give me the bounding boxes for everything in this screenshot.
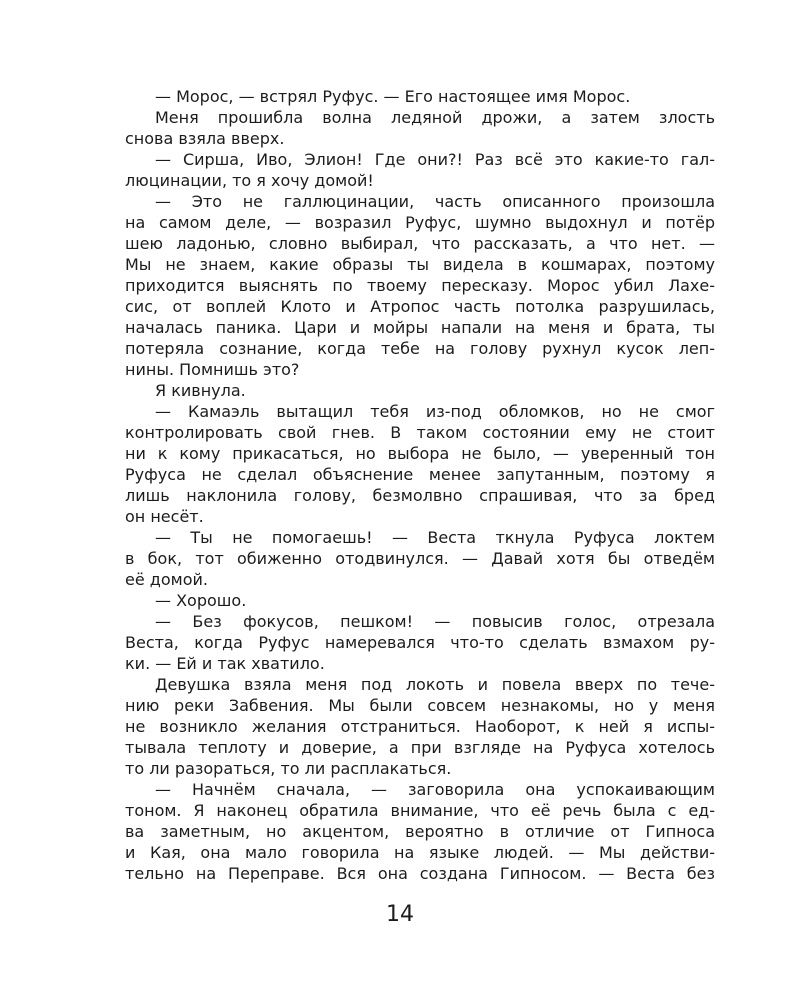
text-line: и Кая, она мало говорила на языке людей. — Мы действи- <box>125 843 715 862</box>
text-line: Мы не знаем, какие образы ты видела в кошмарах, поэтому <box>125 255 715 274</box>
text-line: ни к кому прикасаться, но выбора не было, — уверенный тон <box>125 444 715 463</box>
text-line: — Начнём сначала, — заговорила она успокаивающим <box>155 780 715 799</box>
text-line: не возникло желания отстраниться. Наоборот, к ней я испы- <box>125 717 715 736</box>
text-line: тельно на Переправе. Вся она создана Гипносом. — Веста без <box>125 864 715 883</box>
text-line: нию реки Забвения. Мы были совсем незнакомы, но у меня <box>125 696 715 715</box>
text-line: приходится выяснять по твоему пересказу. Морос убил Лахе- <box>125 276 715 295</box>
text-line: снова взяла вверх. <box>125 129 285 148</box>
text-line: тывала теплоту и доверие, а при взгляде на Руфуса хотелось <box>125 738 715 757</box>
text-line: люцинации, то я хочу домой! <box>125 171 374 190</box>
text-line: — Ты не помогаешь! — Веста ткнула Руфуса локтем <box>155 528 715 547</box>
text-line: тоном. Я наконец обратила внимание, что её речь была с ед- <box>125 801 715 820</box>
text-line: Веста, когда Руфус намеревался что-то сделать взмахом ру- <box>125 633 715 652</box>
text-line: ва заметным, но акцентом, вероятно в отличие от Гипноса <box>125 822 715 841</box>
text-line: её домой. <box>125 570 208 589</box>
text-line: — Это не галлюцинации, часть описанного произошла <box>155 192 715 211</box>
text-line: началась паника. Цари и мойры напали на меня и брата, ты <box>125 318 715 337</box>
text-line: нины. Помнишь это? <box>125 360 300 379</box>
text-line: Меня прошибла волна ледяной дрожи, а затем злость <box>155 108 715 127</box>
text-line: Девушка взяла меня под локоть и повела вверх по тече- <box>155 675 715 694</box>
text-line: — Сирша, Иво, Элион! Где они?! Раз всё это какие-то гал- <box>155 150 715 169</box>
text-line: — Без фокусов, пешком! — повысив голос, отрезала <box>155 612 715 631</box>
text-line: то ли разораться, то ли расплакаться. <box>125 759 452 778</box>
text-line: Руфуса не сделал объяснение менее запутанным, поэтому я <box>125 465 715 484</box>
body-text <box>125 86 715 884</box>
text-line: контролировать свой гнев. В таком состоянии ему не стоит <box>125 423 715 442</box>
text-line: в бок, тот обиженно отодвинулся. — Давай хотя бы отведём <box>125 549 715 568</box>
text-line: — Морос, — встрял Руфус. — Его настоящее имя Морос. <box>155 87 631 106</box>
text-line: лишь наклонила голову, безмолвно спрашивая, что за бред <box>125 486 715 505</box>
text-line: Я кивнула. <box>155 381 246 400</box>
page-number: 14 <box>386 902 414 927</box>
text-line: он несёт. <box>125 507 204 526</box>
text-line: на самом деле, — возразил Руфус, шумно выдохнул и потёр <box>125 213 715 232</box>
text-line: шею ладонью, словно выбирал, что рассказать, а что нет. — <box>125 234 715 253</box>
text-line: сис, от воплей Клото и Атропос часть потолка разрушилась, <box>125 297 715 316</box>
text-line: — Камаэль вытащил тебя из-под обломков, но не смог <box>155 402 715 421</box>
text-line: ки. — Ей и так хватило. <box>125 654 325 673</box>
text-line: потеряла сознание, когда тебе на голову рухнул кусок леп- <box>125 339 715 358</box>
text-line: — Хорошо. <box>155 591 247 610</box>
